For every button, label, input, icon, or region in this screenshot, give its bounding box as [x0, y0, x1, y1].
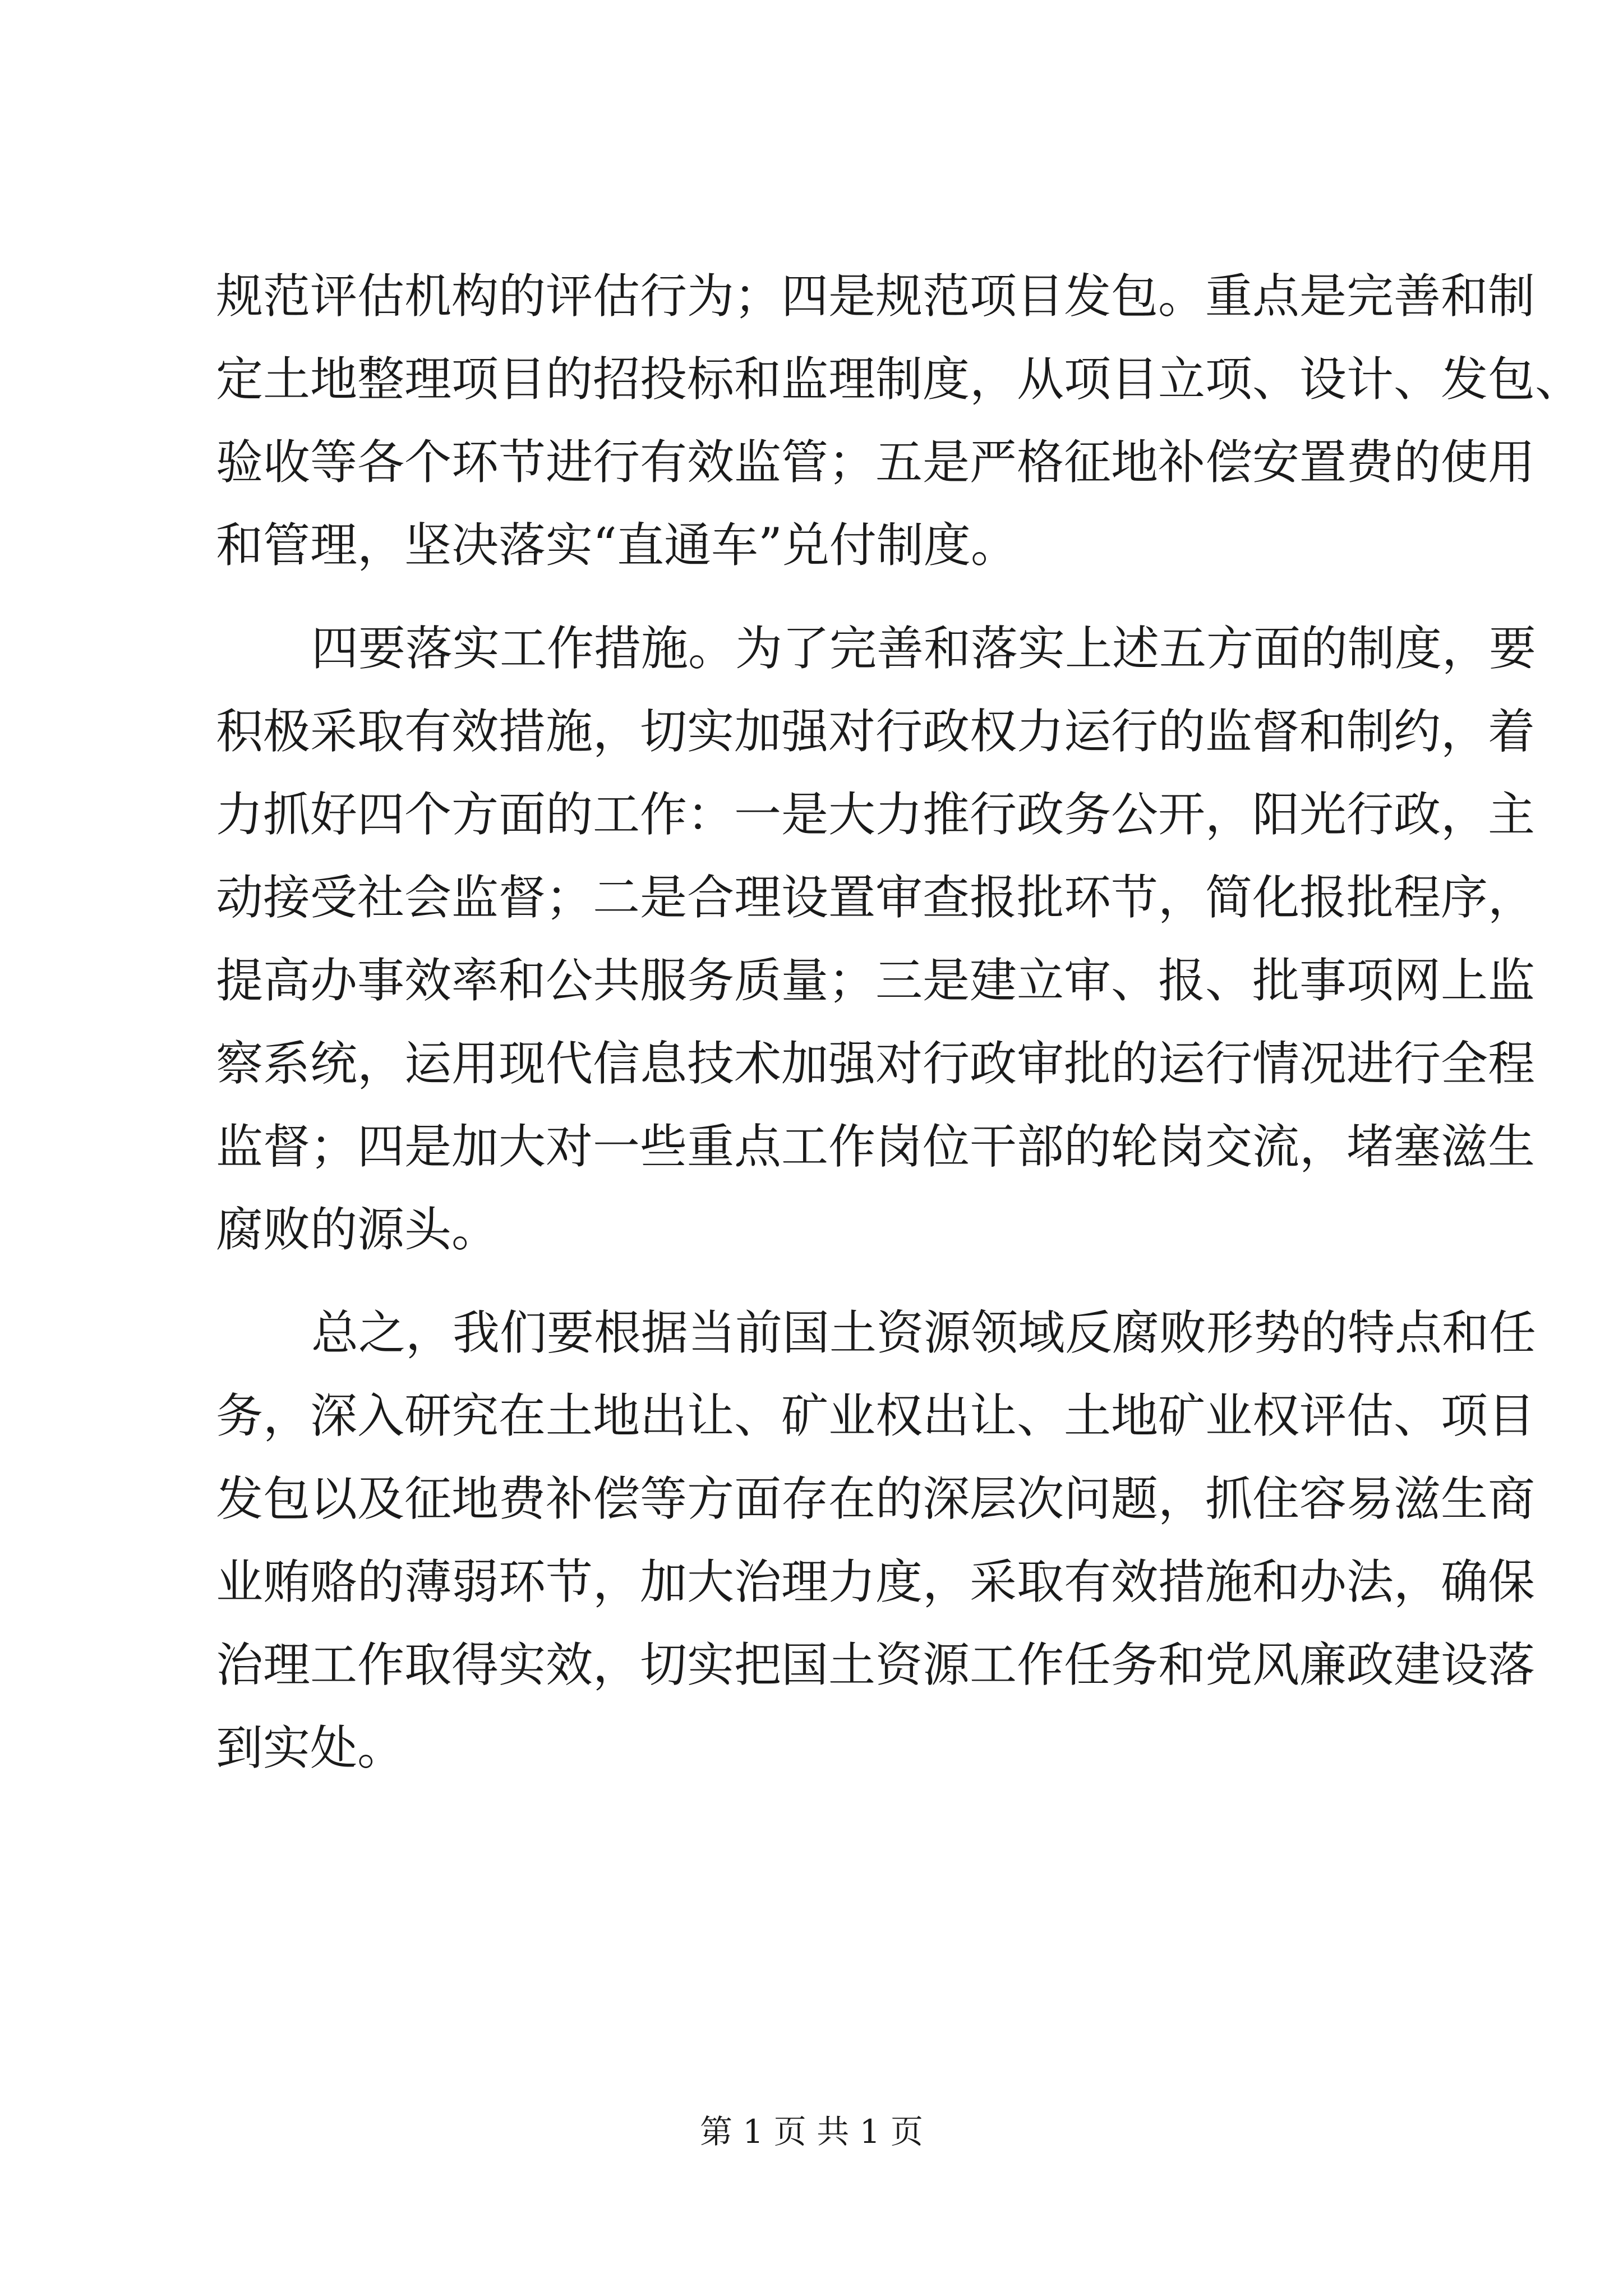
paragraph-3-line-1: 总之，我们要根据当前国土资源领域反腐败形势的特点和任 [311, 1305, 1537, 1360]
paragraph-2-line-2: 积极采取有效措施，切实加强对行政权力运行的监督和制约，着 [216, 704, 1536, 759]
page-number-footer: 第 1 页 共 1 页 [700, 2113, 923, 2151]
paragraph-2-line-7: 监督；四是加大对一些重点工作岗位干部的轮岗交流，堵塞滋生 [216, 1119, 1536, 1174]
paragraph-2-line-1: 四要落实工作措施。为了完善和落实上述五方面的制度，要 [311, 621, 1537, 676]
paragraph-3-line-5: 治理工作取得实效，切实把国土资源工作任务和党风廉政建设落 [216, 1637, 1536, 1692]
paragraph-1-line-4: 和管理，坚决落实“直通车”兑付制度。 [216, 518, 1018, 573]
paragraph-3-line-2: 务，深入研究在土地出让、矿业权出让、土地矿业权评估、项目 [216, 1388, 1536, 1443]
paragraph-1-line-1: 规范评估机构的评估行为；四是规范项目发包。重点是完善和制 [216, 269, 1536, 324]
paragraph-2-line-8: 腐败的源头。 [216, 1202, 499, 1257]
paragraph-3-line-4: 业贿赂的薄弱环节，加大治理力度，采取有效措施和办法，确保 [216, 1554, 1536, 1609]
paragraph-2-line-5: 提高办事效率和公共服务质量；三是建立审、报、批事项网上监 [216, 953, 1536, 1008]
paragraph-1-line-3: 验收等各个环节进行有效监管；五是严格征地补偿安置费的使用 [216, 435, 1536, 490]
paragraph-2-line-4: 动接受社会监督；二是合理设置审查报批环节，简化报批程序， [216, 870, 1536, 925]
paragraph-3-line-3: 发包以及征地费补偿等方面存在的深层次问题，抓住容易滋生商 [216, 1471, 1536, 1526]
paragraph-2-line-3: 力抓好四个方面的工作：一是大力推行政务公开，阳光行政，主 [216, 787, 1536, 842]
paragraph-1-line-2: 定土地整理项目的招投标和监理制度，从项目立项、设计、发包、 [216, 352, 1583, 407]
paragraph-2-line-6: 察系统，运用现代信息技术加强对行政审批的运行情况进行全程 [216, 1036, 1536, 1091]
paragraph-3-line-6: 到实处。 [216, 1720, 405, 1775]
